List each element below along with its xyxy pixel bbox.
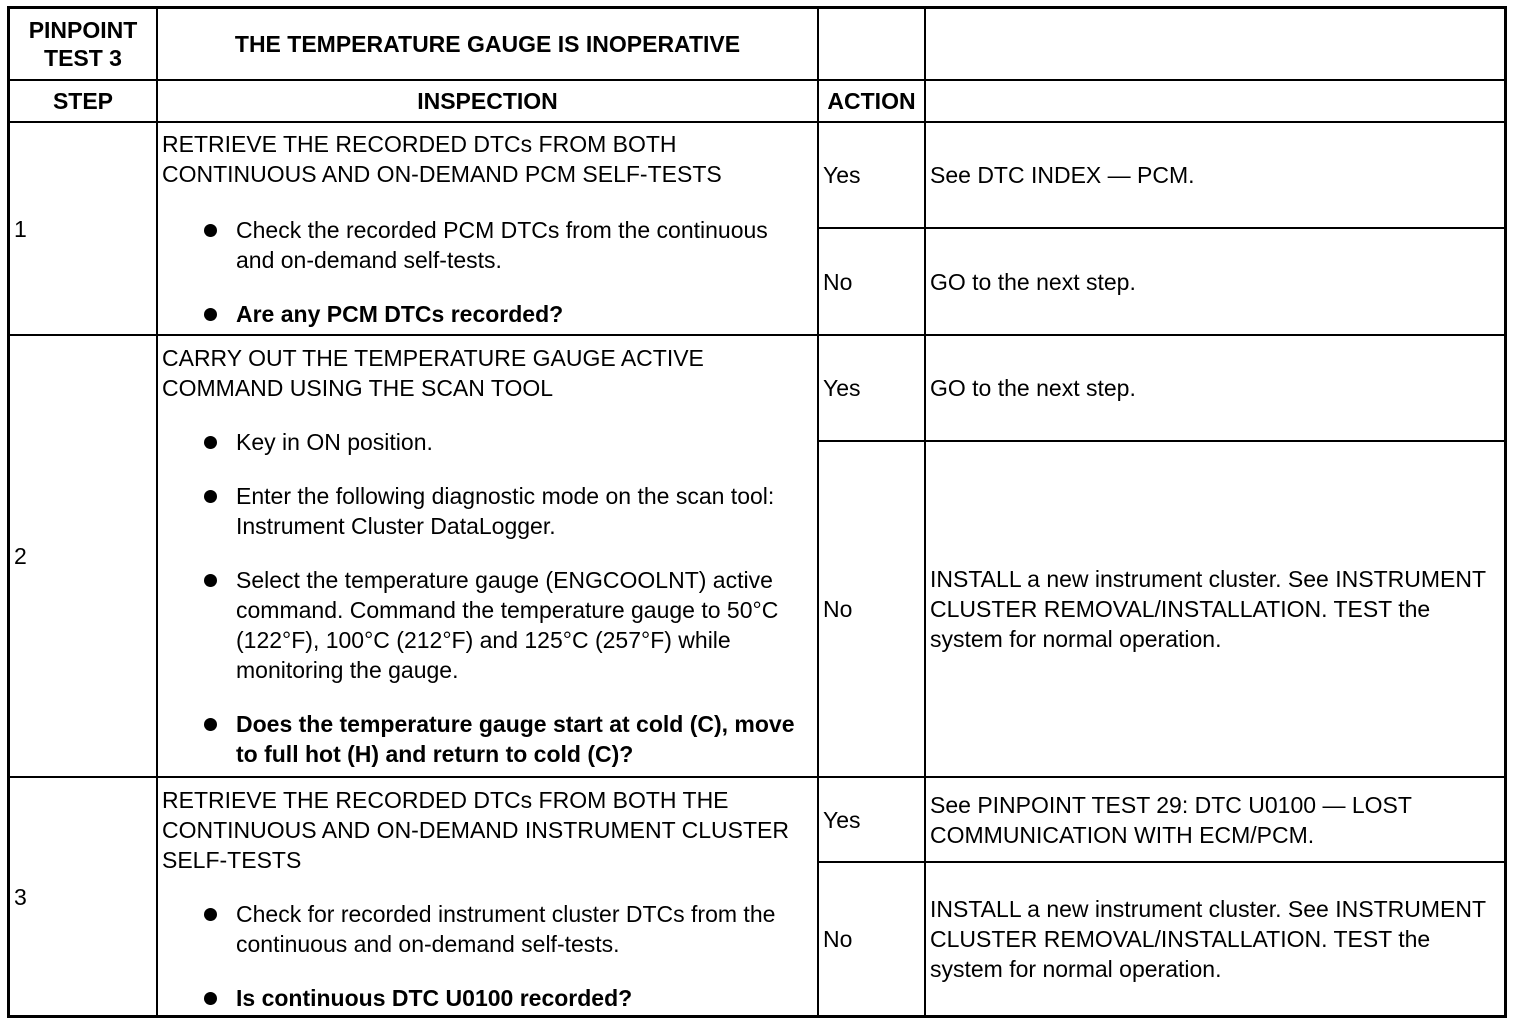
column-header-action: ACTION [827,88,916,114]
bullet-item [162,481,812,541]
bullet-list [162,215,812,329]
yes-action: See DTC INDEX — PCM. [930,162,1195,188]
bullet-item [162,899,812,959]
no-label: No [823,596,853,622]
no-action: INSTALL a new instrument cluster. See INSTRUMENT CLUSTER REMOVAL/INSTALLATION. TEST the system for normal operation. [930,896,1486,982]
column-header-inspection: INSPECTION [417,88,558,114]
bullet-item [162,215,812,275]
inspection-cell [162,129,812,329]
bullet-dot-icon [204,436,217,449]
bullet-text: Is continuous DTC U0100 recorded? [236,985,633,1011]
bullet-text: Does the temperature gauge start at cold (C), move to full hot (H) and return to cold (C)? [236,711,795,767]
bullet-question [162,983,812,1013]
bullet-question [162,709,812,769]
inspection-cell [162,343,812,769]
no-label: No [823,268,853,295]
no-label: No [823,926,853,952]
pinpoint-test-label: PINPOINT TEST 3 [28,17,138,71]
bullet-text: Key in ON position. [236,429,433,455]
inspection-heading: RETRIEVE THE RECORDED DTCs FROM BOTH THE CONTINUOUS AND ON-DEMAND INSTRUMENT CLUSTER SELF-TESTS [162,787,789,873]
bullet-dot-icon [204,992,217,1005]
bullet-dot-icon [204,224,217,237]
bullet-item [162,427,812,457]
bullet-question [162,299,812,329]
column-divider [924,9,926,1015]
step-number: 3 [14,883,27,910]
pinpoint-test-table [7,6,1507,1018]
bullet-list [162,427,812,769]
yes-label: Yes [823,375,861,401]
column-divider [156,9,158,1015]
bullet-dot-icon [204,308,217,321]
yes-action: GO to the next step. [930,375,1136,401]
inspection-heading: RETRIEVE THE RECORDED DTCs FROM BOTH CONTINUOUS AND ON-DEMAND PCM SELF-TESTS [162,131,722,187]
bullet-text: Enter the following diagnostic mode on the scan tool: Instrument Cluster DataLogger. [236,483,775,539]
bullet-list [162,899,812,1013]
inspection-heading: CARRY OUT THE TEMPERATURE GAUGE ACTIVE COMMAND USING THE SCAN TOOL [162,345,704,401]
bullet-text: Select the temperature gauge (ENGCOOLNT) active command. Command the temperature gauge to 50°C (122°F), 100°C (212°F) and 125°C (257°F) while monitoring the gauge. [236,567,779,683]
step-number: 2 [14,543,27,569]
yes-label: Yes [823,162,861,188]
no-action: GO to the next step. [930,268,1136,295]
column-header-step: STEP [52,88,114,114]
bullet-dot-icon [204,718,217,731]
no-action: INSTALL a new instrument cluster. See INSTRUMENT CLUSTER REMOVAL/INSTALLATION. TEST the system for normal operation. [930,566,1486,652]
test-title: THE TEMPERATURE GAUGE IS INOPERATIVE [234,31,741,57]
bullet-dot-icon [204,908,217,921]
bullet-dot-icon [204,574,217,587]
bullet-item [162,565,812,685]
bullet-text: Check the recorded PCM DTCs from the continuous and on-demand self-tests. [236,217,768,273]
bullet-text: Check for recorded instrument cluster DTCs from the continuous and on-demand self-tests. [236,901,776,957]
column-divider [817,9,819,1015]
yes-action: See PINPOINT TEST 29: DTC U0100 — LOST COMMUNICATION WITH ECM/PCM. [930,791,1412,848]
yes-label: Yes [823,806,861,833]
step-number: 1 [14,215,27,242]
bullet-text: Are any PCM DTCs recorded? [236,301,564,327]
inspection-cell [162,785,812,1013]
bullet-dot-icon [204,490,217,503]
